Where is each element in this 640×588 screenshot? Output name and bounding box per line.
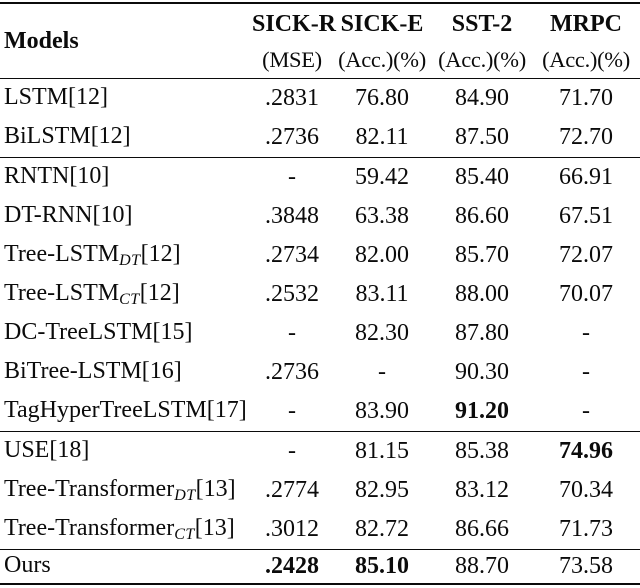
table-row: [0, 158, 640, 197]
sick-r-cell: -: [288, 438, 296, 464]
mrpc-cell: 73.58: [559, 553, 613, 579]
model-cell: [0, 437, 252, 466]
model-subscript: DT: [174, 487, 196, 504]
table-row: [0, 392, 640, 431]
sick-e-cell: 82.11: [355, 124, 409, 150]
sst-2-cell: 88.00: [455, 281, 509, 307]
table-row: [0, 471, 640, 510]
table-row: [0, 353, 640, 392]
sst-2-cell: 86.60: [455, 203, 509, 229]
col-header-models: Models: [4, 27, 79, 54]
model-citation: [12]: [90, 123, 131, 149]
sst-2-cell: 85.40: [455, 164, 509, 190]
col-header-metric: (Acc.)(%): [542, 47, 630, 72]
mrpc-cell: -: [582, 398, 590, 424]
table-row: [0, 197, 640, 236]
table-bottom-rule: [0, 583, 640, 585]
sick-e-cell: 59.42: [355, 164, 409, 190]
table-row: [0, 79, 640, 118]
col-header-name: SST-2: [451, 11, 513, 37]
sst-2-cell: 87.80: [455, 320, 509, 346]
mrpc-cell: 71.70: [559, 85, 613, 111]
sick-e-cell: -: [378, 359, 386, 385]
model-citation: [17]: [206, 397, 247, 423]
col-header-name: MRPC: [550, 11, 622, 37]
sick-e-cell: 82.30: [355, 320, 409, 346]
table-row: [0, 314, 640, 353]
model-name: RNTN: [4, 163, 70, 189]
model-citation: [12]: [139, 280, 180, 306]
model-citation: [18]: [49, 437, 90, 463]
table-row: [0, 275, 640, 314]
sick-r-cell: .2736: [265, 359, 319, 385]
model-citation: [16]: [141, 358, 182, 384]
table-row: [0, 118, 640, 157]
mrpc-cell: 70.34: [559, 477, 613, 503]
model-cell: [0, 163, 252, 192]
mrpc-cell: -: [582, 359, 590, 385]
model-cell: [0, 515, 252, 544]
mrpc-cell: 70.07: [559, 281, 613, 307]
model-name: DC-TreeLSTM: [4, 319, 153, 345]
col-header-metric: (Acc.)(%): [438, 47, 526, 72]
sick-r-cell: .2734: [265, 242, 319, 268]
sst-2-cell: 86.66: [455, 516, 509, 542]
model-name: BiLSTM: [4, 123, 91, 149]
model-cell: [0, 84, 252, 113]
model-citation: [12]: [68, 84, 108, 110]
model-name: Tree-Transformer: [4, 476, 175, 502]
sick-e-cell: 82.00: [355, 242, 409, 268]
col-header-metric: (Acc.)(%): [338, 47, 426, 72]
table-row: [0, 510, 640, 549]
model-citation: [10]: [69, 163, 110, 189]
sick-r-cell best-value: .2428: [265, 553, 319, 579]
sick-r-cell: -: [288, 398, 296, 424]
col-header-name: SICK-R: [252, 11, 337, 37]
sick-r-cell: .2532: [265, 281, 319, 307]
sick-r-cell: .2774: [265, 477, 319, 503]
mrpc-cell best-value: 74.96: [559, 438, 613, 464]
col-header-sick-r: [252, 4, 337, 78]
model-cell: [0, 476, 252, 505]
sick-e-cell: 82.72: [355, 516, 409, 542]
model-citation: [10]: [92, 202, 133, 228]
model-citation: [13]: [195, 476, 236, 502]
model-name: Tree-LSTM: [4, 241, 120, 267]
table-row: [0, 236, 640, 275]
model-name: BiTree-LSTM: [4, 358, 142, 384]
model-citation: [13]: [194, 515, 235, 541]
model-cell: [0, 202, 252, 231]
model-subscript: CT: [174, 526, 195, 543]
sst-2-cell best-value: 91.20: [455, 398, 509, 424]
sst-2-cell: 84.90: [455, 85, 509, 111]
model-name: Tree-LSTM: [4, 280, 120, 306]
col-header-sick-e: [332, 4, 432, 78]
mrpc-cell: 72.07: [559, 242, 613, 268]
col-header-name: SICK-E: [340, 11, 424, 37]
model-cell: [0, 241, 252, 270]
model-name: DT-RNN: [4, 202, 93, 228]
model-name: LSTM: [4, 84, 69, 110]
col-header-mrpc: [532, 4, 640, 78]
model-cell: [0, 397, 252, 426]
mrpc-cell: 72.70: [559, 124, 613, 150]
model-citation: [15]: [152, 319, 193, 345]
col-header-metric: (MSE): [262, 47, 322, 72]
model-cell: [0, 280, 252, 309]
model-cell: [0, 358, 252, 387]
sick-e-cell: 81.15: [355, 438, 409, 464]
sick-r-cell: .2831: [265, 85, 319, 111]
sick-e-cell: 76.80: [355, 85, 409, 111]
sst-2-cell: 88.70: [455, 553, 509, 579]
sick-r-cell: .3848: [265, 203, 319, 229]
mrpc-cell: 66.91: [559, 164, 613, 190]
model-name: USE: [4, 437, 50, 463]
model-cell: [0, 552, 252, 581]
mrpc-cell: -: [582, 320, 590, 346]
model-name: TagHyperTreeLSTM: [4, 397, 207, 423]
model-citation: [12]: [140, 241, 181, 267]
sick-r-cell: .2736: [265, 124, 319, 150]
table-row-ours: [0, 550, 640, 583]
sick-e-cell: 83.90: [355, 398, 409, 424]
model-subscript: CT: [119, 291, 140, 308]
sst-2-cell: 87.50: [455, 124, 509, 150]
mrpc-cell: 71.73: [559, 516, 613, 542]
model-cell: [0, 319, 252, 348]
sst-2-cell: 90.30: [455, 359, 509, 385]
sst-2-cell: 83.12: [455, 477, 509, 503]
model-subscript: DT: [119, 252, 141, 269]
sst-2-cell: 85.38: [455, 438, 509, 464]
sick-r-cell: .3012: [265, 516, 319, 542]
sick-e-cell: 82.95: [355, 477, 409, 503]
sick-e-cell: 83.11: [355, 281, 409, 307]
sst-2-cell: 85.70: [455, 242, 509, 268]
sick-r-cell: -: [288, 320, 296, 346]
mrpc-cell: 67.51: [559, 203, 613, 229]
table-row: [0, 432, 640, 471]
sick-r-cell: -: [288, 164, 296, 190]
sick-e-cell best-value: 85.10: [355, 553, 409, 579]
model-name: Ours: [4, 552, 51, 578]
col-header-sst-2: [432, 4, 532, 78]
sick-e-cell: 63.38: [355, 203, 409, 229]
model-name: Tree-Transformer: [4, 515, 175, 541]
table-header-row: [0, 4, 640, 78]
model-cell: [0, 123, 252, 152]
